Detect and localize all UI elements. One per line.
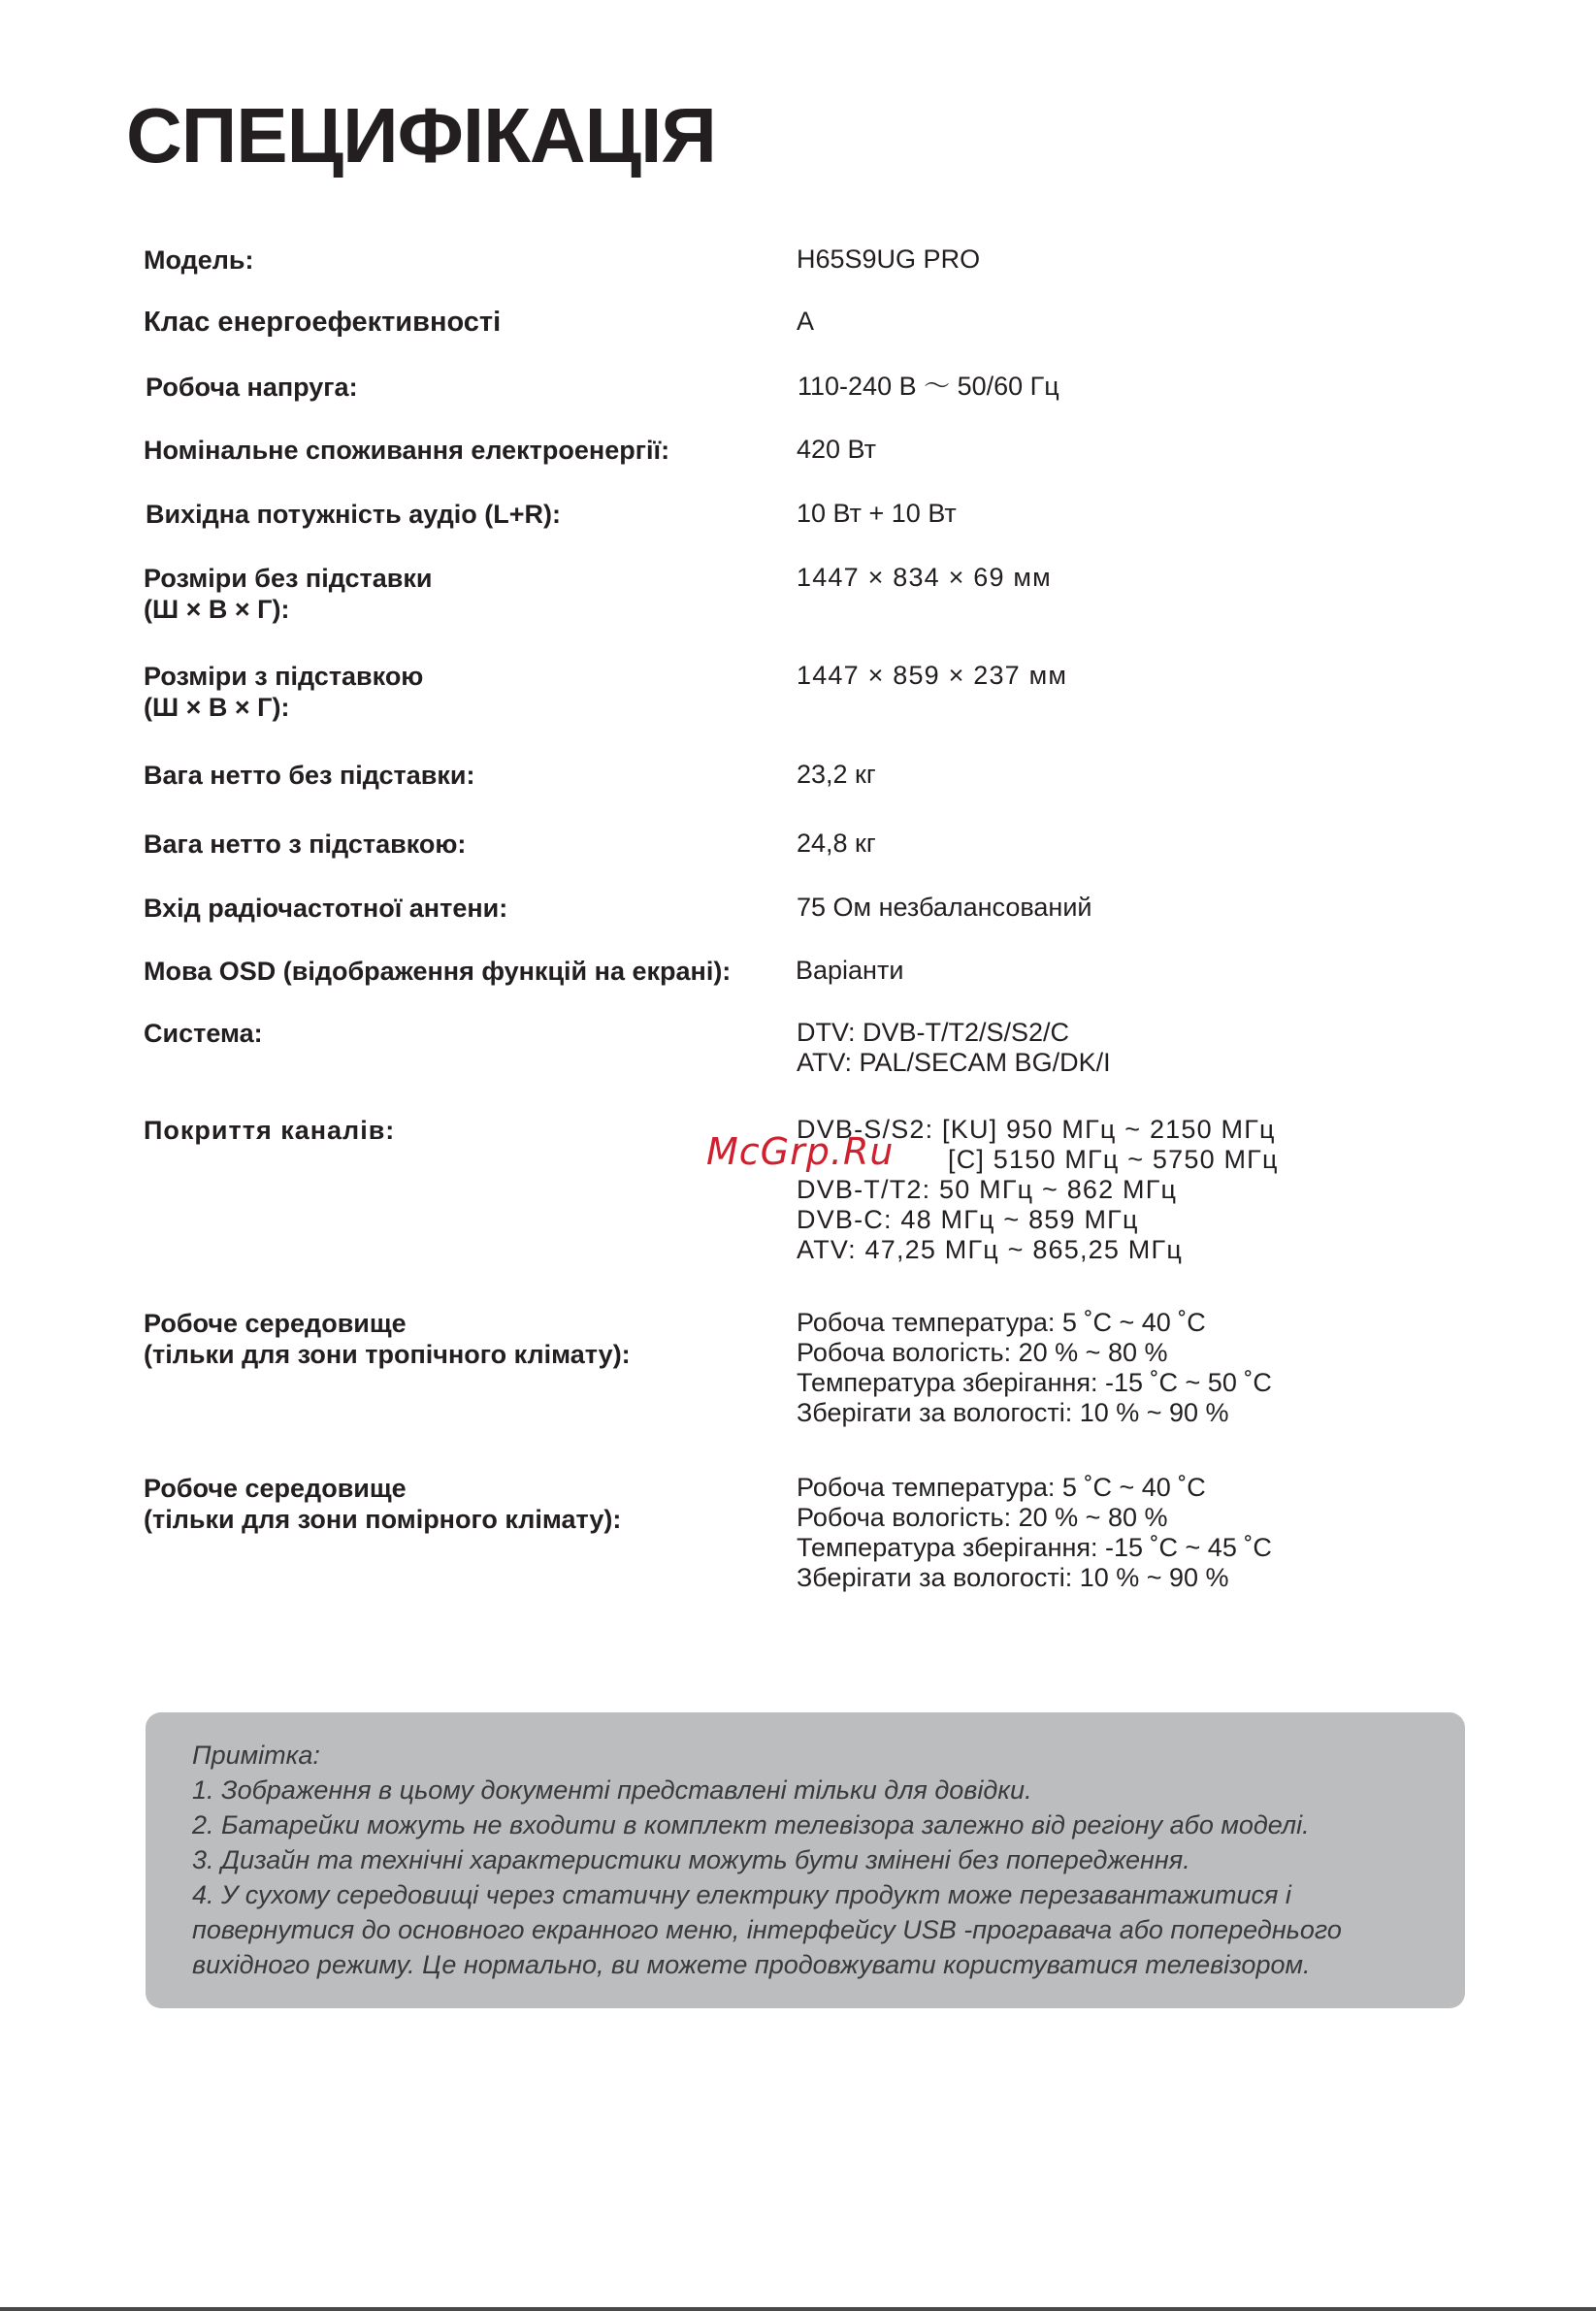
spec-value: A (797, 307, 815, 336)
spec-value (797, 1473, 1495, 1593)
spec-value-line: DTV: DVB-T/T2/S/S2/C (797, 1018, 1070, 1047)
spec-label (144, 1473, 774, 1535)
spec-value-line: DVB-C: 48 МГц ~ 859 МГц (797, 1205, 1139, 1234)
spec-label-line: Робоче середовище (144, 1474, 407, 1503)
spec-value: 10 Вт + 10 Вт (797, 499, 957, 528)
note-box (146, 1712, 1465, 2008)
note-line: вихідного режиму. Це нормально, ви можете продовжувати користуватися телевізором. (192, 1950, 1311, 1979)
spec-label: Вага нетто без підставки: (144, 761, 475, 790)
spec-value-line: Зберігати за вологості: 10 % ~ 90 % (797, 1398, 1229, 1427)
spec-value: 23,2 кг (797, 760, 876, 789)
spec-label-line: (Ш × В × Г): (144, 595, 290, 624)
spec-label-line: (тільки для зони помірного клімату): (144, 1505, 622, 1534)
spec-value: 1447 × 859 × 237 мм (797, 661, 1068, 690)
spec-value (797, 1115, 1495, 1265)
spec-label-line: Робоче середовище (144, 1309, 407, 1338)
spec-value-line: Робоча вологість: 20 % ~ 80 % (797, 1338, 1168, 1367)
note-line: 1. Зображення в цьому документі представлені тільки для довідки. (192, 1775, 1032, 1805)
spec-value (797, 1308, 1495, 1428)
spec-label: Номінальне споживання електроенергії: (144, 436, 670, 465)
spec-value-line: Робоча вологість: 20 % ~ 80 % (797, 1503, 1168, 1532)
note-heading: Примітка: (192, 1741, 320, 1770)
page-title: СПЕЦИФІКАЦІЯ (126, 92, 716, 179)
spec-value: 110-240 В ～ 50/60 Гц (798, 372, 1059, 401)
spec-label (144, 1308, 774, 1370)
spec-label: Модель: (144, 245, 254, 275)
spec-label: Вхід радіочастотної антени: (144, 894, 508, 923)
spec-value: Варіанти (796, 956, 904, 985)
spec-label-line: (Ш × В × Г): (144, 693, 290, 722)
note-line: 3. Дизайн та технічні характеристики можуть бути змінені без попередження. (192, 1845, 1190, 1874)
spec-value-line: ATV: 47,25 МГц ~ 865,25 МГц (797, 1235, 1183, 1264)
spec-label: Робоча напруга: (146, 373, 358, 402)
spec-value: 420 Вт (797, 435, 877, 464)
spec-label-line: (тільки для зони тропічного клімату): (144, 1340, 631, 1369)
spec-value: 24,8 кг (797, 829, 876, 858)
watermark: McGrp.Ru (706, 1130, 895, 1173)
spec-label: Вага нетто з підставкою: (144, 830, 467, 859)
spec-label: Мова OSD (відображення функцій на екрані): (144, 957, 732, 986)
spec-value-line: DVB-S/S2: [KU] 950 МГц ~ 2150 МГц (797, 1115, 1276, 1144)
spec-label (144, 661, 774, 723)
page-bottom-border (0, 2307, 1596, 2311)
spec-label-line: Розміри без підставки (144, 564, 433, 593)
spec-value-line: Зберігати за вологості: 10 % ~ 90 % (797, 1563, 1229, 1592)
spec-value: 75 Ом незбалансований (797, 893, 1092, 922)
note-line: повернутися до основного екранного меню, інтерфейсу USB -програвача або попереднього (192, 1915, 1342, 1944)
spec-value-line: [C] 5150 МГц ~ 5750 МГц (948, 1145, 1279, 1174)
spec-value: H65S9UG PRO (797, 244, 981, 274)
spec-label: Вихідна потужність аудіо (L+R): (146, 500, 561, 529)
spec-label: Покриття каналів: (144, 1116, 396, 1145)
spec-value-line: Температура зберігання: -15 ˚C ~ 50 ˚C (797, 1368, 1272, 1397)
spec-label (144, 563, 774, 625)
note-text (192, 1738, 1444, 1982)
spec-value: 1447 × 834 × 69 мм (797, 563, 1052, 592)
spec-value-line: Робоча температура: 5 ˚C ~ 40 ˚C (797, 1308, 1206, 1337)
spec-label: Система: (144, 1019, 263, 1048)
spec-label-line: Розміри з підставкою (144, 662, 424, 691)
note-line: 4. У сухому середовищі через статичну електрику продукт може перезавантажитися і (192, 1880, 1291, 1909)
note-line: 2. Батарейки можуть не входити в комплект телевізора залежно від регіону або моделі. (192, 1810, 1310, 1839)
spec-value (797, 1018, 1495, 1078)
spec-value-line: DVB-T/T2: 50 МГц ~ 862 МГц (797, 1175, 1178, 1204)
spec-label: Клас енергоефективності (144, 307, 502, 338)
spec-value-line: ATV: PAL/SECAM BG/DK/I (797, 1048, 1111, 1077)
spec-value-line: Температура зберігання: -15 ˚C ~ 45 ˚C (797, 1533, 1272, 1562)
spec-value-line: Робоча температура: 5 ˚C ~ 40 ˚C (797, 1473, 1206, 1502)
